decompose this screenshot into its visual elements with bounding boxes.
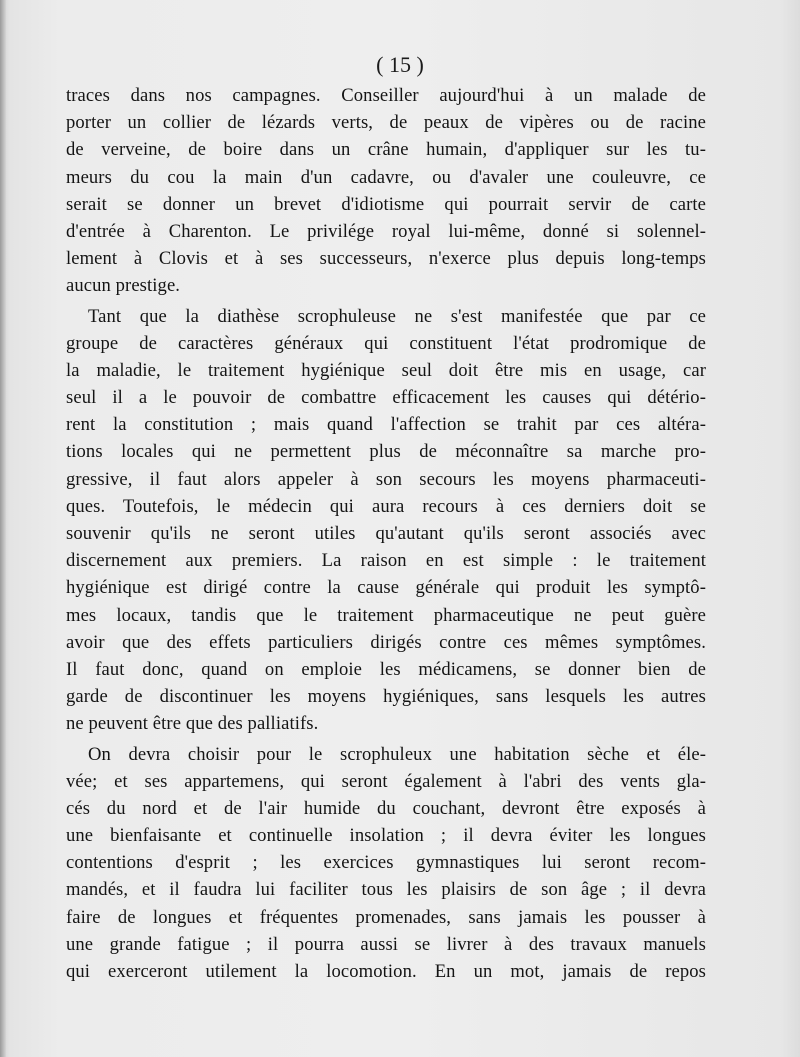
text-line: porter un collier de lézards verts, de peaux de vipères ou de racine <box>66 112 706 134</box>
text-line: On devra choisir pour le scrophuleux une habitation sèche et éle- <box>88 743 706 765</box>
text-line: une grande fatigue ; il pourra aussi se livrer à des travaux manuels <box>66 933 706 955</box>
text-line: lement à Clovis et à ses successeurs, n'exerce plus depuis long-temps <box>66 248 706 270</box>
text-line: vée; et ses appartemens, qui seront également à l'abri des vents gla- <box>66 770 706 792</box>
paragraph-2 <box>66 303 706 738</box>
text-line: cés du nord et de l'air humide du couchant, devront être exposés à <box>66 797 706 819</box>
page-binding-edge <box>0 0 6 1057</box>
paragraph-3 <box>66 741 706 986</box>
text-line: gressive, il faut alors appeler à son secours les moyens pharmaceuti- <box>66 468 706 490</box>
text-line: groupe de caractères généraux qui constituent l'état prodromique de <box>66 332 706 354</box>
text-line: faire de longues et fréquentes promenades, sans jamais les pousser à <box>66 906 706 928</box>
text-line: ne peuvent être que des palliatifs. <box>66 713 319 735</box>
text-line: aucun prestige. <box>66 275 181 297</box>
text-line: garde de discontinuer les moyens hygiéniques, sans lesquels les autres <box>66 686 706 708</box>
text-line: qui exerceront utilement la locomotion. En un mot, jamais de repos <box>66 961 706 982</box>
page-number: ( 15 ) <box>376 52 424 77</box>
text-line: la maladie, le traitement hygiénique seul doit être mis en usage, car <box>66 359 706 381</box>
text-line: une bienfaisante et continuelle insolation ; il devra éviter les longues <box>66 825 706 847</box>
text-line: de verveine, de boire dans un crâne humain, d'appliquer sur les tu- <box>66 139 706 161</box>
text-line: seul il a le pouvoir de combattre efficacement les causes qui détério- <box>66 387 706 409</box>
text-line: hygiénique est dirigé contre la cause générale qui produit les symptô- <box>66 577 706 599</box>
text-line: mandés, et il faudra lui faciliter tous les plaisirs de son âge ; il devra <box>66 879 706 901</box>
text-line: avoir que des effets particuliers dirigés contre ces mêmes symptômes. <box>66 631 706 653</box>
text-line: meurs du cou la main d'un cadavre, ou d'avaler une couleuvre, ce <box>66 166 706 188</box>
text-line: mes locaux, tandis que le traitement pharmaceutique ne peut guère <box>66 604 706 626</box>
body-text <box>66 82 706 985</box>
text-line: ques. Toutefois, le médecin qui aura recours à ces derniers doit se <box>66 495 706 517</box>
text-line: contentions d'esprit ; les exercices gymnastiques lui seront recom- <box>66 852 706 874</box>
text-line: Tant que la diathèse scrophuleuse ne s'est manifestée que par ce <box>88 305 706 327</box>
text-line: souvenir qu'ils ne seront utiles qu'autant qu'ils seront associés avec <box>66 523 706 544</box>
text-line: d'entrée à Charenton. Le privilége royal lui-même, donné si solennel- <box>66 220 706 242</box>
text-line: rent la constitution ; mais quand l'affection se trahit par ces altéra- <box>66 414 706 436</box>
text-line: discernement aux premiers. La raison en est simple : le traitement <box>66 550 706 572</box>
paragraph-1 <box>66 82 706 300</box>
text-line: Il faut donc, quand on emploie les médicamens, se donner bien de <box>66 658 706 680</box>
text-line: tions locales qui ne permettent plus de méconnaître sa marche pro- <box>66 441 706 463</box>
text-line: traces dans nos campagnes. Conseiller aujourd'hui à un malade de <box>66 85 706 106</box>
text-line: serait se donner un brevet d'idiotisme qui pourrait servir de carte <box>66 193 706 215</box>
